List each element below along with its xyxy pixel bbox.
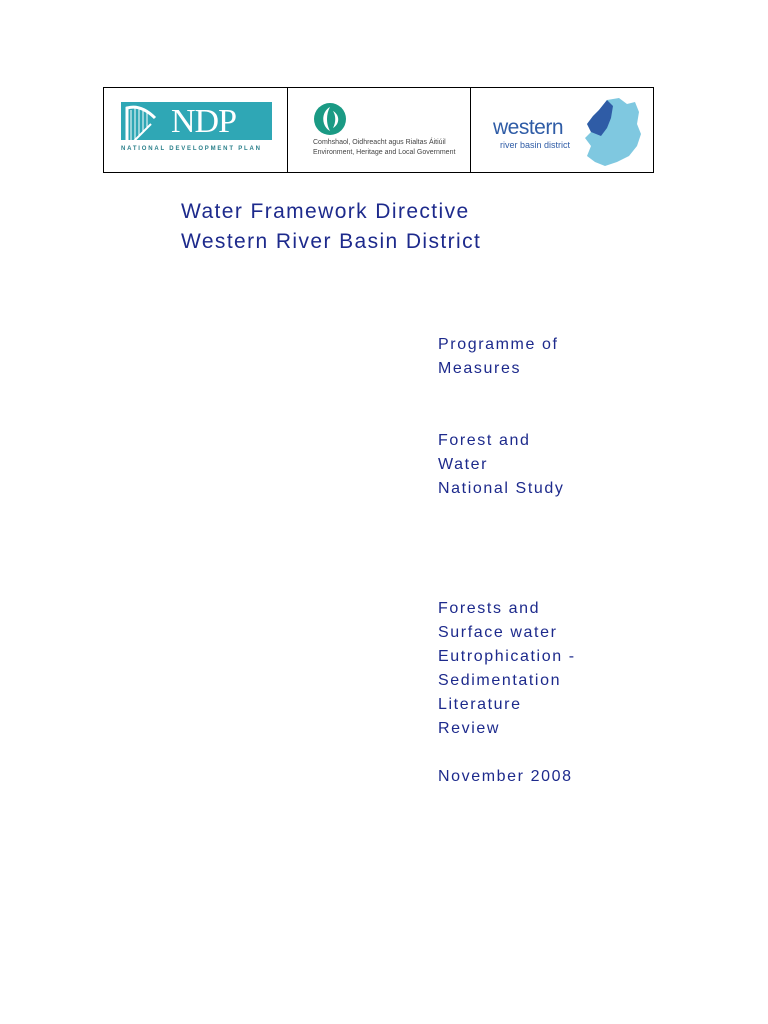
western-wordmark: western [493,116,564,139]
report-title-line: Literature [438,696,522,713]
programme-line: Measures [438,360,522,377]
study-line: Water [438,456,489,473]
report-title-line: Forests and [438,600,541,617]
western-tagline: river basin district [500,140,571,150]
programme-line: Programme of [438,336,559,353]
document-title-line-1: Water Framework Directive [181,200,470,223]
ndp-wordmark: NDP [171,103,237,140]
document-title-line-2: Western River Basin District [181,230,482,253]
dehlg-irish-name: Comhshaol, Oidhreacht agus Rialtas Áitiúil [313,139,446,146]
dehlg-english-name: Environment, Heritage and Local Government [313,149,456,156]
logo-banner [103,87,654,173]
report-title-block [438,597,576,741]
study-line: National Study [438,480,565,497]
ndp-logo [121,102,272,140]
publication-date: November 2008 [438,768,573,785]
report-title-line: Review [438,720,501,737]
ireland-map-icon [577,96,647,168]
report-title-line: Sedimentation [438,672,562,689]
programme-block [438,333,559,381]
dehlg-logo-cell [288,88,471,172]
report-title-line: Surface water [438,624,558,641]
study-line: Forest and [438,432,531,449]
study-block [438,429,564,501]
western-logo-cell [471,88,653,172]
ndp-logo-cell [104,88,288,172]
dehlg-emblem-icon [313,102,347,136]
ndp-tagline: NATIONAL DEVELOPMENT PLAN [121,146,262,152]
report-title-line: Eutrophication - [438,648,576,665]
